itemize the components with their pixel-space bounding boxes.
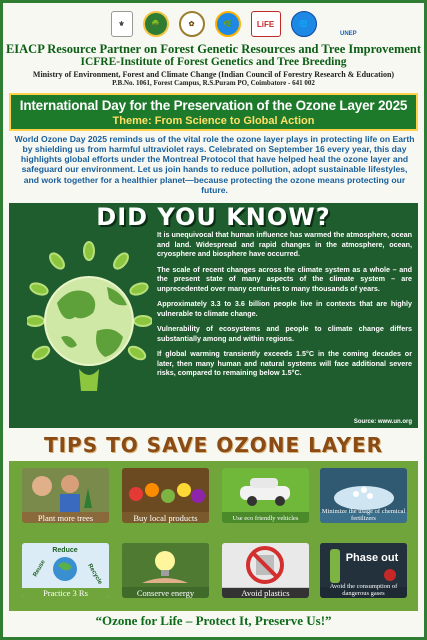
- eiacp-logo: 🌳: [143, 11, 169, 37]
- fact-item: Approximately 3.3 to 3.6 billion people live in contexts that are highly vulnerable to climate change.: [157, 299, 412, 318]
- header-title: EIACP Resource Partner on Forest Genetic Resources and Tree Improvement: [5, 42, 422, 56]
- tip-avoid-plastics: [222, 543, 309, 598]
- globe-icon: [27, 241, 152, 401]
- header-institute: ICFRE-Institute of Forest Genetics and Tree Breeding: [80, 56, 347, 69]
- recycle-label: Recycle: [86, 563, 103, 586]
- tip-label: Avoid plastics: [222, 588, 309, 598]
- tip-conserve-energy: [122, 543, 209, 598]
- did-you-know-title: DID YOU KNOW?: [96, 203, 331, 231]
- unep-label: UNEP: [340, 31, 357, 37]
- footer-slogan: “Ozone for Life – Protect It, Preserve Us!”: [95, 613, 332, 628]
- tip-label: Use eco friendly vehicles: [232, 515, 299, 523]
- event-title: International Day for the Preservation of the Ozone Layer 2025: [19, 98, 408, 113]
- event-theme: Theme: From Science to Global Action: [112, 115, 315, 127]
- ifgtb-logo: 🌿: [215, 11, 241, 37]
- header-ministry: Ministry of Environment, Forest and Climate Change (Indian Council of Forestry Research & Education): [32, 69, 395, 79]
- tips-panel: [9, 461, 418, 611]
- reuse-label: Reuse: [32, 559, 47, 578]
- tip-local-products: [122, 468, 209, 523]
- tip-label: Plant more trees: [37, 513, 94, 523]
- tip-label: Minimize the usage of chemical fertilizers: [321, 508, 406, 523]
- tip-label: Practice 3 Rs: [22, 588, 109, 598]
- fact-item: It is unequivocal that human influence has warmed the atmosphere, ocean and land. Widespread and rapid changes in the atmosphere, ocean, cryosphere and biosphere have occurred.: [157, 230, 412, 258]
- phase-out-label: Phase out: [345, 552, 399, 564]
- tip-label: Conserve energy: [136, 588, 195, 598]
- title-banner: [9, 93, 418, 131]
- logo-row: [3, 6, 424, 42]
- intro-text: World Ozone Day 2025 reminds us of the vital role the ozone layer plays in protecting life on Earth by shielding us from harmful ultraviolet rays. Celebrated on September 16 every year, this day highlights global efforts under the Montreal Protocol that have helped heal the ozone layer and safeguard our environment. Let us join hands to reduce pollution, adopt sustainable lifestyles, and work together for a healthier planet—because protecting the ozone means protecting our future.: [14, 134, 415, 195]
- unep-logo: 🌐: [291, 11, 317, 37]
- icfre-logo: ✿: [179, 11, 205, 37]
- facts-list: [157, 230, 412, 384]
- fact-item: The scale of recent changes across the climate system as a whole – and the present state of many aspects of the climate system – are unprecedented over many centuries to many thousands of years.: [157, 264, 412, 293]
- tip-label: Buy local products: [133, 513, 198, 523]
- fact-item: If global warming transiently exceeds 1.5°C in the coming decades or later, then many human and natural systems will face additional severe risks, compared to remaining below 1.5°C.: [157, 349, 412, 377]
- life-logo: LiFE: [251, 11, 281, 37]
- tip-plant-trees: [22, 468, 109, 523]
- tip-avoid-gases: [320, 543, 407, 598]
- tip-eco-vehicles: [222, 468, 309, 523]
- did-you-know-panel: [9, 203, 418, 428]
- tip-fertilizers: [320, 468, 407, 523]
- header-address: P.B.No. 1061, Forest Campus, R.S.Puram PO, Coimbatore - 641 002: [112, 78, 315, 87]
- fact-item: Vulnerability of ecosystems and people to climate change differs substantially among and within regions.: [157, 324, 412, 343]
- tip-label: Avoid the consumption of dangerous gases: [329, 583, 398, 598]
- emblem-icon: ⚜: [111, 11, 133, 37]
- source-note: Source: www.un.org: [353, 419, 412, 425]
- reduce-label: Reduce: [52, 547, 78, 554]
- tips-title: TIPS TO SAVE OZONE LAYER: [43, 433, 384, 457]
- tip-3rs: [22, 543, 109, 598]
- header: [3, 42, 424, 90]
